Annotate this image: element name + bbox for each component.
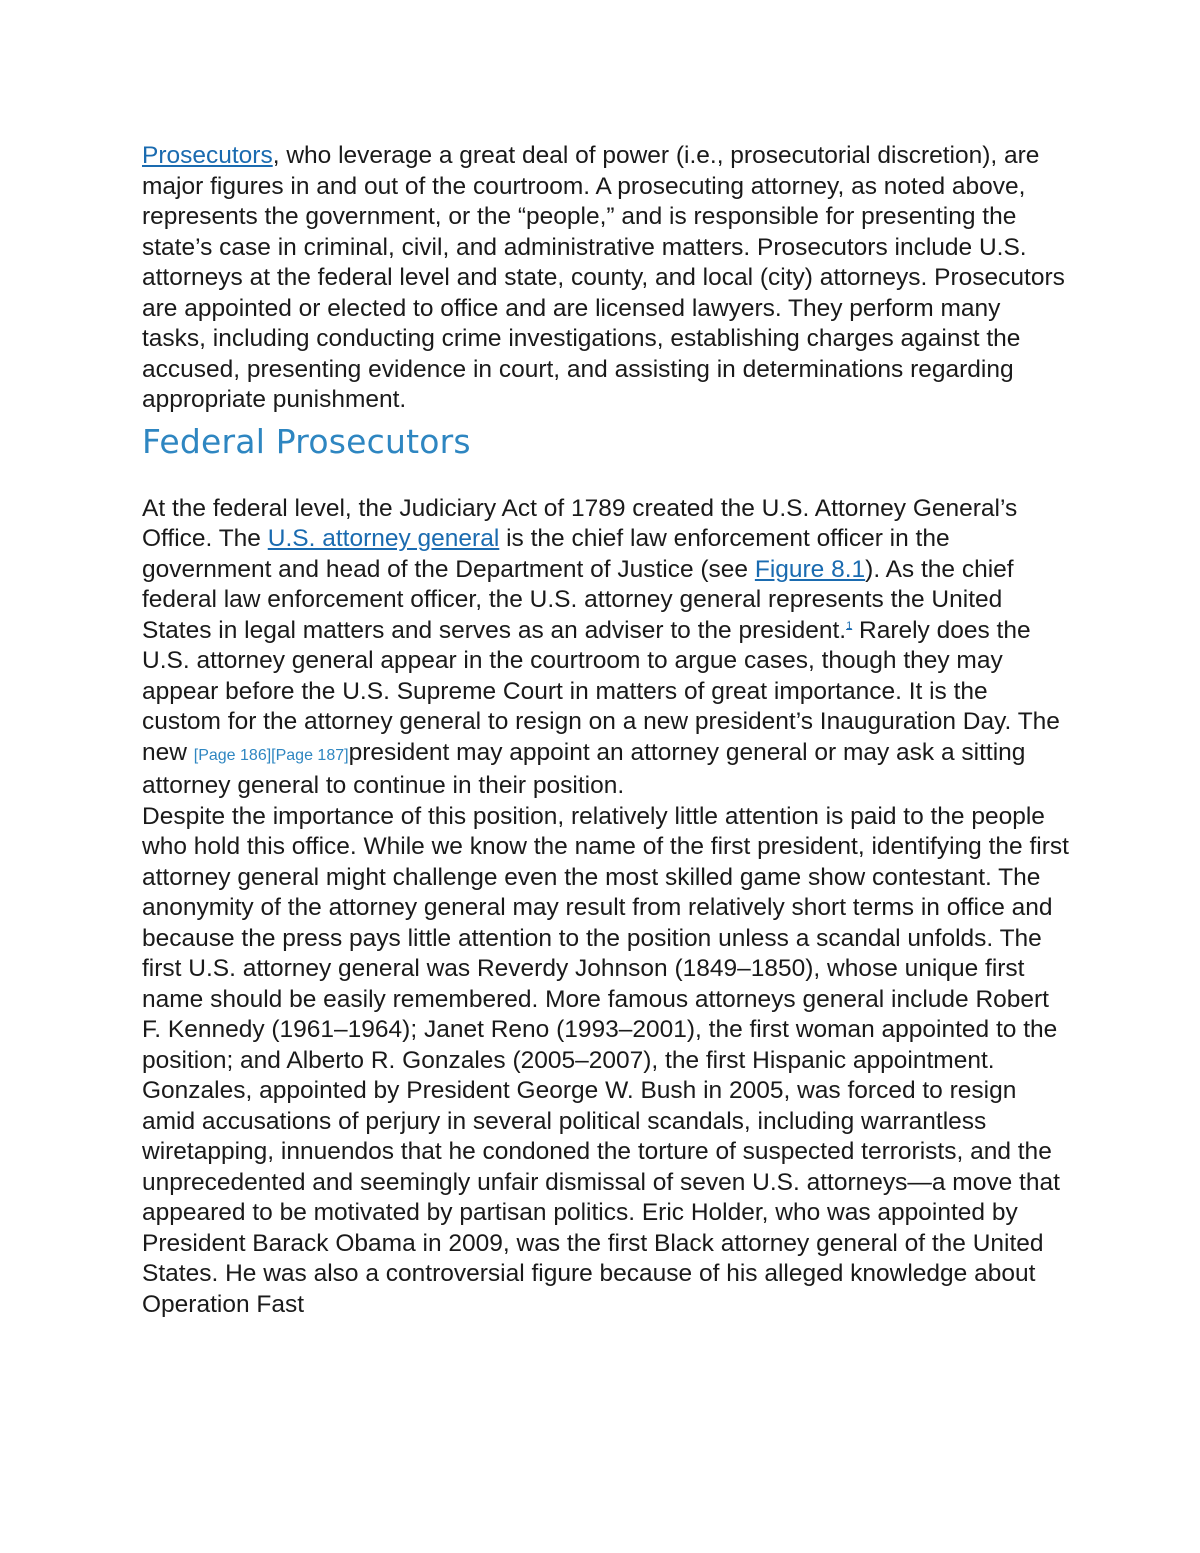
federal-text-4: Rarely does the U.S. attorney general appear in the courtroom to argue cases, though they may appear before the U.S. Supreme Court in matters of great importance. It is the custom for the attorney general to resign on a new president’s Inauguration Day. The new — [142, 616, 1060, 766]
federal-text-3: ). As the chief federal law enforcement officer, the U.S. attorney general represents the United States in legal matters and serves as an adviser to the president. — [142, 555, 1014, 644]
intro-text: , who leverage a great deal of power (i.e., prosecutorial discretion), are major figures in and out of the courtroom. A prosecuting attorney, as noted above, represents the government, or the “people,” and is responsible for presenting the state’s case in criminal, civil, and administrative matters. Prosecutors include U.S. attorneys at the federal level and state, county, and local (city) attorneys. Prosecutors are appointed or elected to office and are licensed lawyers. They perform many tasks, including conducting crime investigations, establishing charges against the accused, presenting evidence in court, and assisting in determinations regarding appropriate punishment. — [142, 142, 1065, 413]
federal-text-5: president may appoint an attorney general or may ask a sitting attorney general to continue in their position. — [142, 738, 1026, 799]
spacer — [142, 464, 1070, 494]
intro-paragraph — [142, 141, 1070, 416]
figure-link[interactable]: Figure 8.1 — [754, 555, 866, 583]
federal-text-1: At the federal level, the Judiciary Act of 1789 created the U.S. Attorney General’s Office. The — [142, 494, 1018, 552]
attorney-general-history-paragraph: Despite the importance of this position, relatively little attention is paid to the people who hold this office. While we know the name of the first president, identifying the first attorney general might challenge even the most skilled game show contestant. The anonymity of the attorney general may result from relatively short terms in office and because the press pays little attention to the position unless a scandal unfolds. The first U.S. attorney general was Reverdy Johnson (1849–1850), whose unique first name should be easily remembered. More famous attorneys general include Robert F. Kennedy (1961–1964); Janet Reno (1993–2001), the first woman appointed to the position; and Alberto R. Gonzales (2005–2007), the first Hispanic appointment. Gonzales, appointed by President George W. Bush in 2005, was forced to resign amid accusations of perjury in several political scandals, including warrantless wiretapping, innuendos that he condoned the torture of suspected terrorists, and the unprecedented and seemingly unfair dismissal of seven U.S. attorneys—a move that appeared to be motivated by partisan politics. Eric Holder, who was appointed by President Barack Obama in 2009, was the first Black attorney general of the United States. He was also a controversial figure because of his alleged knowledge about Operation Fast — [142, 802, 1069, 1318]
prosecutors-link[interactable]: Prosecutors — [142, 142, 273, 169]
federal-text-2: is the chief law enforcement officer in the government and head of the Department of Justice (see — [142, 525, 950, 583]
attorney-general-link[interactable]: U.S. attorney general — [267, 525, 500, 552]
page-reference: [Page 186][Page 187] — [193, 746, 349, 764]
section-heading: Federal Prosecutors — [142, 421, 471, 461]
federal-paragraph — [142, 494, 1070, 802]
footnote-link[interactable]: 1 — [846, 619, 853, 632]
